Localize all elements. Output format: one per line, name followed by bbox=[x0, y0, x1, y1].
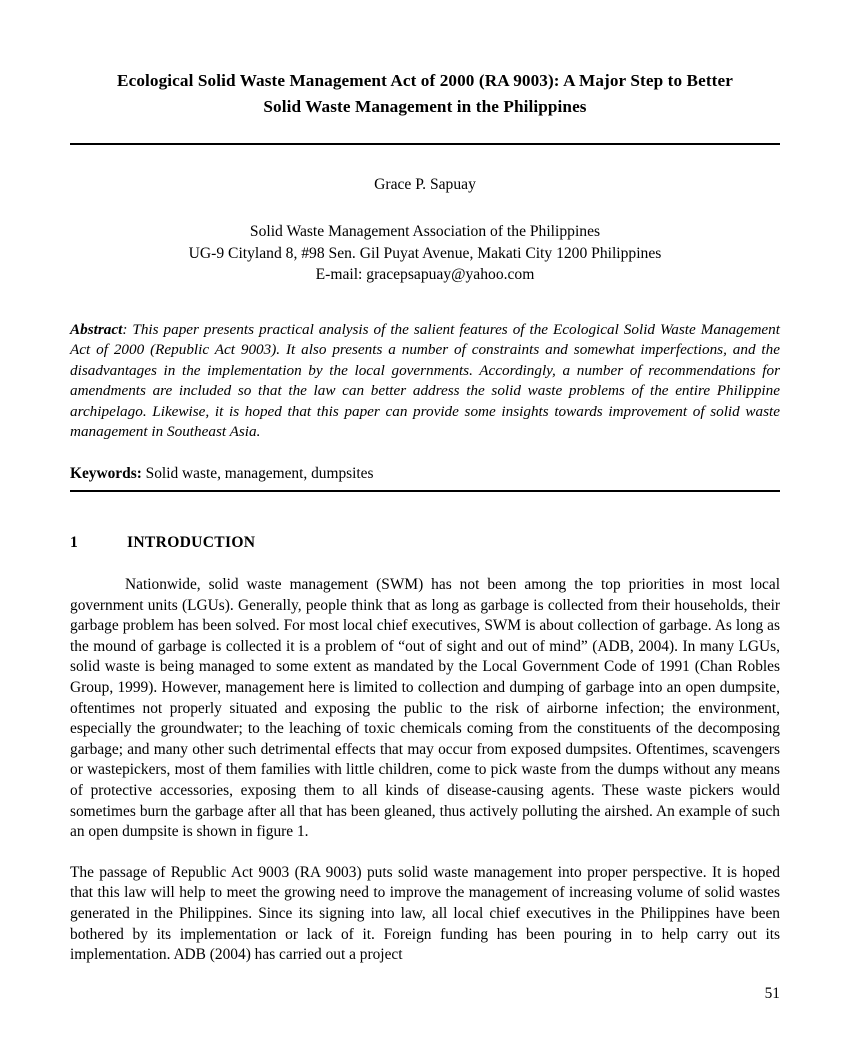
section-number: 1 bbox=[70, 534, 79, 552]
abstract-label: Abstract bbox=[70, 320, 123, 338]
affiliation-email: E-mail: gracepsapuay@yahoo.com bbox=[315, 266, 535, 283]
affiliation-line-1: Solid Waste Management Association of the Philippines bbox=[249, 223, 601, 240]
author-name: Grace P. Sapuay bbox=[374, 176, 476, 193]
abstract-separator: : bbox=[122, 320, 128, 338]
header-divider-rule bbox=[70, 143, 780, 145]
keywords-divider-rule bbox=[70, 490, 780, 492]
page-content bbox=[70, 0, 780, 966]
page-number: 51 bbox=[764, 985, 780, 1002]
paper-title bbox=[70, 0, 780, 120]
abstract-text: This paper presents practical analysis of the salient features of the Ecological Solid Waste Management Act of 2000 (Republic Act 9003). It also presents a number of constraints and somewhat imperfections, and the disadvantages in the implementation by the local governments. Accordingly, a number of recommendations for amendments are included so that the law can better address the solid waste problems of the entire Philippine archipelago. Likewise, it is hoped that this paper can provide some insights towards improvement of solid waste management in Southeast Asia. bbox=[70, 320, 780, 441]
keywords-label: Keywords: bbox=[70, 465, 142, 483]
affiliation-line-2: UG-9 Cityland 8, #98 Sen. Gil Puyat Avenue, Makati City 1200 Philippines bbox=[188, 244, 662, 262]
title-line-2: Solid Waste Management in the Philippines bbox=[263, 97, 587, 116]
title-line-1: Ecological Solid Waste Management Act of 2000 (RA 9003): A Major Step to Better bbox=[117, 71, 733, 90]
body-paragraph: Nationwide, solid waste management (SWM) has not been among the top priorities in most local government units (LGUs). Generally, people think that as long as garbage is collected from their households, their garbage problem has been solved. For most local chief executives, SWM is about collection of garbage. As long as the mound of garbage is collected it is a problem of “out of sight and out of mind” (ADB, 2004). In many LGUs, solid waste is being managed to some extent as mandated by the Local Government Code of 1991 (Chan Robles Group, 1999). However, management here is limited to collection and dumping of garbage into an open dumpsite, oftentimes not properly situated and exposing the public to the risk of airborne infection; the environment, especially the groundwater; to the leaching of toxic chemicals coming from the constituents of the decomposing garbage; and many other such detrimental effects that may occur from exposed dumpsites. Oftentimes, scavengers or wastepickers, most of them families with little children, come to pick waste from the dumps without any means of protective accessories, exposing them to all kinds of disease-causing agents. These waste pickers would sometimes burn the garbage after all that has been gleaned, thus actively polluting the airshed. An example of such an open dumpsite is shown in figure 1. bbox=[70, 576, 780, 841]
section-title: INTRODUCTION bbox=[127, 534, 256, 552]
body-paragraph: The passage of Republic Act 9003 (RA 9003) puts solid waste management into proper perspective. It is hoped that this law will help to meet the growing need to improve the management of increasing volume of solid wastes generated in the Philippines. Since its signing into law, all local chief executives in the Philippines have been bothered by its implementation or lack of it. Foreign funding has been pouring in to help carry out its implementation. ADB (2004) has carried out a project bbox=[70, 863, 780, 964]
keywords-section bbox=[70, 464, 780, 484]
abstract-section bbox=[70, 320, 780, 444]
author-block bbox=[70, 174, 780, 286]
author-affiliation bbox=[70, 221, 780, 286]
keywords-value: Solid waste, management, dumpsites bbox=[141, 465, 374, 483]
section-heading-introduction bbox=[70, 534, 780, 552]
